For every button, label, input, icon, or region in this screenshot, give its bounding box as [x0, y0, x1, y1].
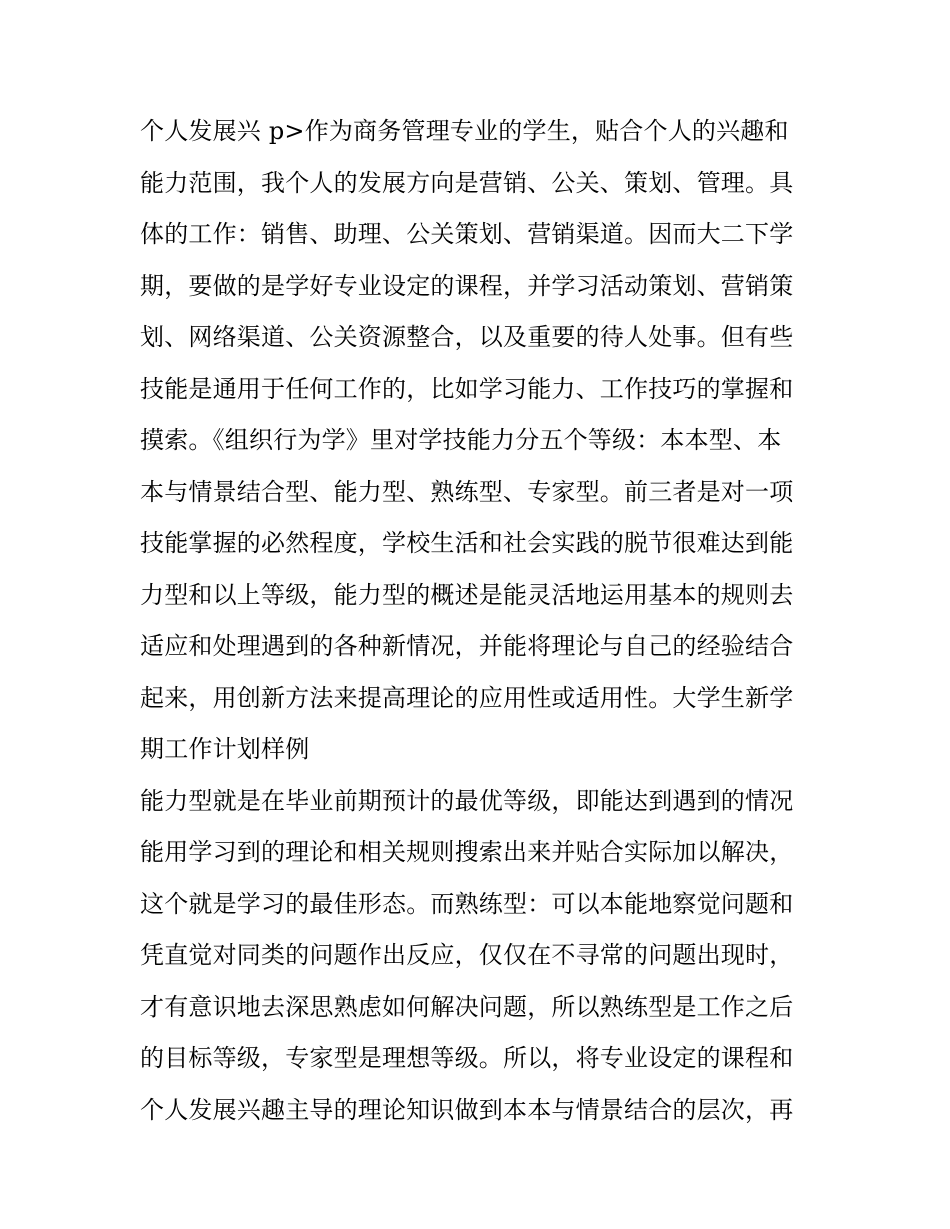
text-line: 摸索。《组织行为学》里对学技能力分五个等级：本本型、本	[140, 426, 782, 454]
text-line: 能力范围，我个人的发展方向是营销、公关、策划、管理。具	[140, 168, 794, 197]
text-line: 技能是通用于任何工作的，比如学习能力、工作技巧的掌握和	[140, 374, 794, 403]
text-line: 这个就是学习的最佳形态。而熟练型：可以本能地察觉问题和	[140, 889, 794, 918]
text-line: 才有意识地去深思熟虑如何解决问题，所以熟练型是工作之后	[140, 992, 794, 1021]
text-line: 本与情景结合型、能力型、熟练型、专家型。前三者是对一项	[140, 477, 794, 506]
text-line: 个人发展兴趣主导的理论知识做到本本与情景结合的层次，再	[140, 1095, 794, 1124]
text-line: 能力型就是在毕业前期预计的最优等级，即能达到遇到的情况	[140, 786, 794, 815]
body-text	[140, 106, 820, 1136]
text-line: 凭直觉对同类的问题作出反应，仅仅在不寻常的问题出现时，	[140, 941, 794, 969]
text-line: 技能掌握的必然程度，学校生活和社会实践的脱节很难达到能	[140, 529, 794, 557]
text-line: 体的工作：销售、助理、公关策划、营销渠道。因而大二下学	[140, 220, 794, 248]
text-line: 期工作计划样例	[140, 735, 310, 763]
text-line: 起来，用创新方法来提高理论的应用性或适用性。大学生新学	[140, 683, 794, 712]
text-line: 力型和以上等级，能力型的概述是能灵活地运用基本的规则去	[140, 580, 794, 609]
text-line: 个人发展兴 p>作为商务管理专业的学生，贴合个人的兴趣和	[140, 117, 789, 145]
text-line: 划、网络渠道、公关资源整合，以及重要的待人处事。但有些	[140, 323, 794, 351]
text-line: 期，要做的是学好专业设定的课程，并学习活动策划、营销策	[140, 271, 794, 300]
text-line: 的目标等级，专家型是理想等级。所以，将专业设定的课程和	[140, 1044, 794, 1072]
text-line: 适应和处理遇到的各种新情况，并能将理论与自己的经验结合	[140, 632, 794, 660]
text-line: 能用学习到的理论和相关规则搜索出来并贴合实际加以解决，	[140, 838, 794, 866]
